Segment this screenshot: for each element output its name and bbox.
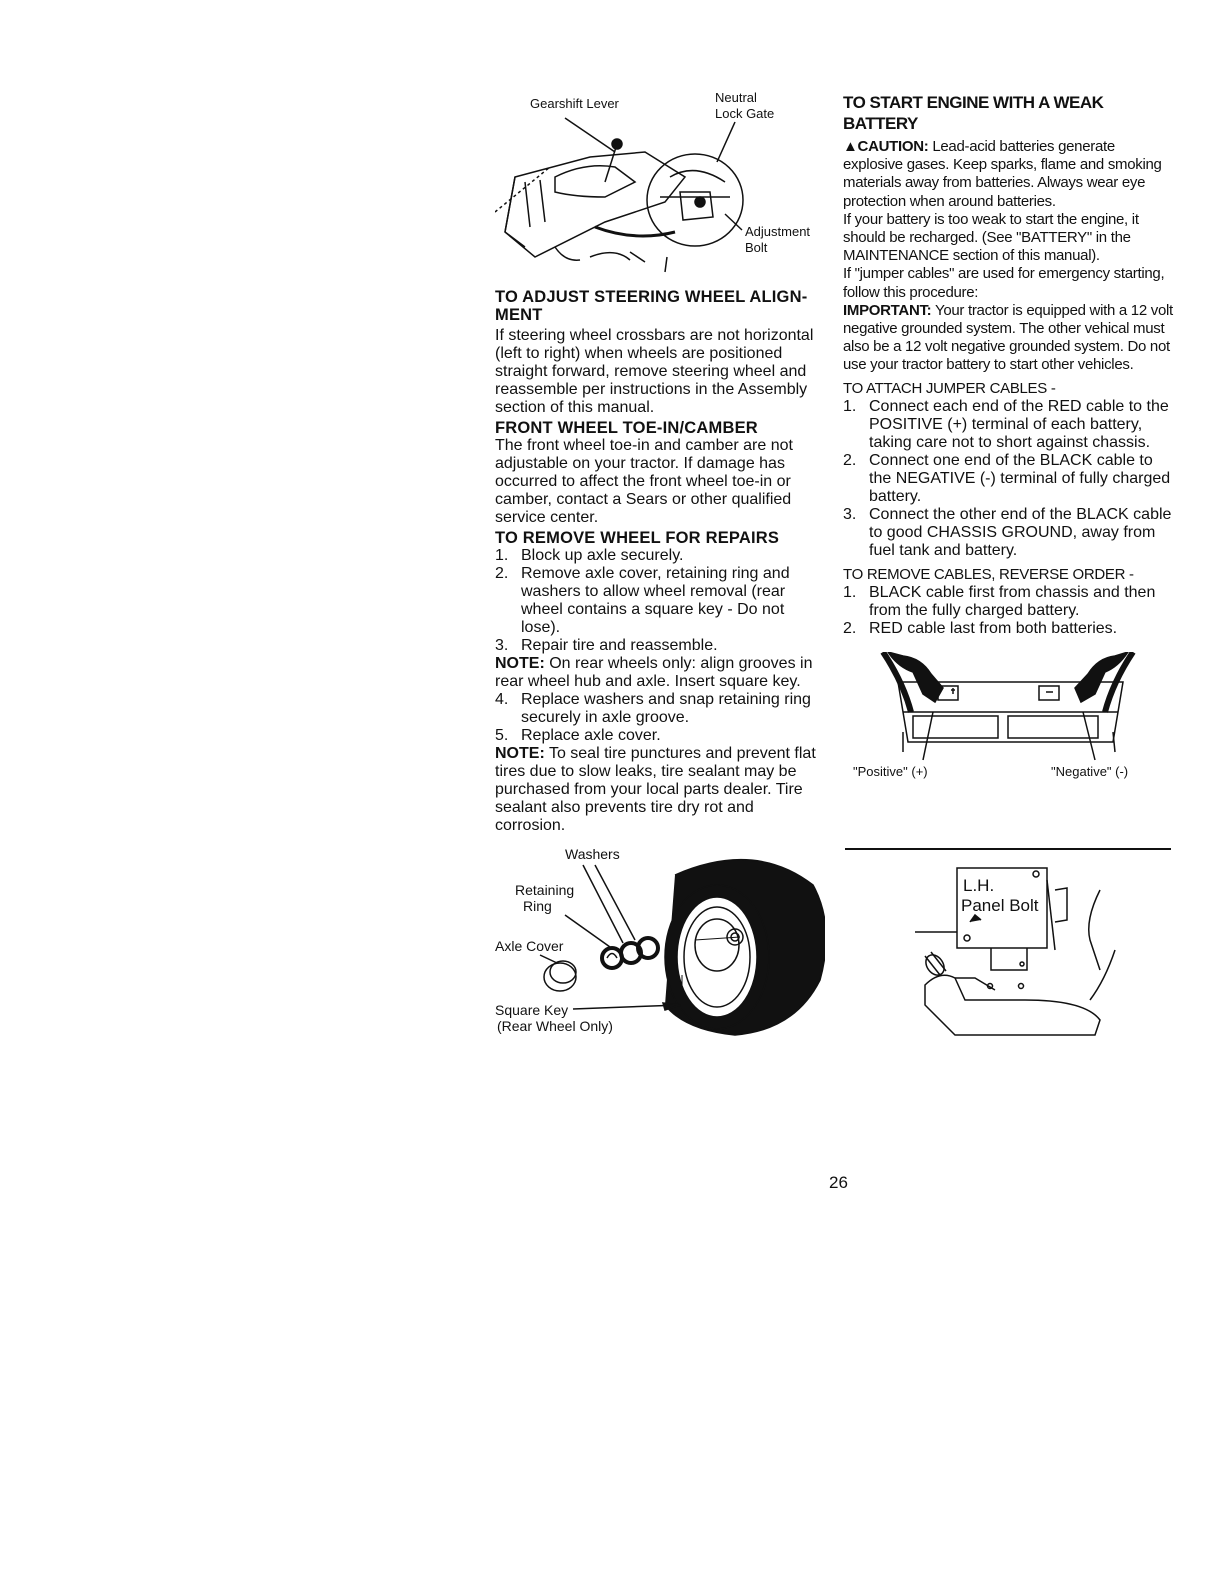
list-item: 2. Remove axle cover, retaining ring and washers to allow wheel removal (rear wheel contains a square key - Do not lose).	[495, 565, 790, 636]
attach-steps	[843, 398, 1175, 560]
bolt-label: Bolt	[745, 240, 768, 255]
adjustment-label: Adjustment	[745, 224, 811, 239]
right-column	[843, 92, 1175, 782]
list-item: 3. Repair tire and reassemble.	[495, 637, 718, 654]
note-text: To seal tire punctures and prevent flat tires due to slow leaks, tire sealant may be purchased from your local parts dealer. Tire sealant also prevents tire dry rot and corrosion.	[495, 745, 816, 834]
note-label: NOTE:	[495, 655, 545, 672]
caution-label: CAUTION:	[857, 138, 929, 155]
washers-label: Washers	[565, 846, 620, 862]
list-item: 2. RED cable last from both batteries.	[843, 620, 1118, 638]
note-tire-sealant	[495, 745, 825, 835]
gearshift-illustration	[495, 82, 825, 282]
battery-figure	[843, 652, 1173, 782]
axle-cover-label: Axle Cover	[495, 938, 564, 954]
weak-battery-heading-line2: BATTERY	[843, 114, 918, 133]
weak-battery-heading-line1: TO START ENGINE WITH A WEAK	[843, 93, 1104, 112]
battery-illustration	[843, 652, 1173, 764]
important-label: IMPORTANT:	[843, 301, 932, 319]
list-item: 5. Replace axle cover.	[495, 727, 661, 744]
lh-label: L.H.	[963, 876, 995, 895]
jumper-paragraph: If "jumper cables" are used for emergency starting, follow this procedure:	[843, 265, 1165, 301]
toe-in-body: The front wheel toe-in and camber are not adjustable on your tractor. If damage has occurred to affect the front wheel toe-in or camber, contact a Sears or other qualified service center.	[495, 437, 793, 526]
remove-wheel-heading: TO REMOVE WHEEL FOR REPAIRS	[495, 529, 780, 547]
list-item: 3. Connect the other end of the BLACK cable to good CHASSIS GROUND, away from fuel tank and battery.	[843, 505, 1172, 559]
caution-paragraph	[843, 138, 1175, 211]
important-paragraph	[843, 302, 1175, 375]
negative-label: "Negative" (-)	[1051, 764, 1129, 780]
list-item: 4. Replace washers and snap retaining ring securely in axle groove.	[495, 691, 811, 726]
caution-text: Lead-acid batteries generate explosive gases. Keep sparks, flame and smoking materials away from batteries. Always wear eye protection when around batteries.	[843, 138, 1162, 210]
attach-heading: TO ATTACH JUMPER CABLES -	[843, 379, 1056, 397]
list-item: 1. Connect each end of the RED cable to the POSITIVE (+) terminal of each battery, taking care not to short against chassis.	[843, 397, 1169, 451]
lock-gate-label: Lock Gate	[715, 106, 775, 121]
steering-heading-line2: MENT	[495, 306, 543, 324]
list-item: 2. Connect one end of the BLACK cable to the NEGATIVE (-) terminal of fully charged battery.	[843, 451, 1171, 505]
list-item: 1. Block up axle securely.	[495, 547, 684, 564]
remove-heading: TO REMOVE CABLES, REVERSE ORDER -	[843, 565, 1134, 583]
panel-bolt-illustration	[895, 860, 1135, 1040]
weak-battery-text	[843, 138, 1175, 398]
note-label: NOTE:	[495, 745, 545, 762]
neutral-label: Neutral	[715, 90, 757, 105]
remove-wheel-steps-b	[495, 691, 825, 745]
recharge-paragraph: If your battery is too weak to start the engine, it should be recharged. (See "BATTERY" in the MAINTENANCE section of this manual).	[843, 210, 1139, 265]
important-text: Your tractor is equipped with a 12 volt negative grounded system. The other vehical must also be a 12 volt negative grounded system. Do not use your tractor battery to start other vehicles.	[843, 301, 1173, 374]
toe-in-heading: FRONT WHEEL TOE-IN/CAMBER	[495, 419, 758, 437]
left-column	[495, 82, 825, 1045]
gearshift-figure	[495, 82, 825, 282]
section-divider	[845, 848, 1171, 850]
steering-body: If steering wheel crossbars are not horizontal (left to right) when wheels are positioned straight forward, remove steering wheel and reassemble per instructions in the Assembly section of this manual.	[495, 327, 814, 416]
remove-wheel-steps-a	[495, 547, 825, 655]
panel-bolt-figure	[895, 860, 1135, 1040]
steering-heading-line1: TO ADJUST STEERING WHEEL ALIGN-	[495, 288, 808, 306]
page-number: 26	[829, 1173, 848, 1192]
list-item: 1. BLACK cable first from chassis and then from the fully charged battery.	[843, 584, 1156, 620]
panel-bolt-label: Panel Bolt	[961, 896, 1039, 915]
note-rear-wheels	[495, 655, 825, 691]
square-key-label: Square Key	[495, 1002, 569, 1018]
retaining-label: Retaining	[515, 882, 575, 898]
remove-steps	[843, 584, 1175, 638]
gearshift-lever-label: Gearshift Lever	[530, 96, 619, 111]
rear-wheel-only-label: (Rear Wheel Only)	[497, 1018, 613, 1034]
note-text: On rear wheels only: align grooves in rear wheel hub and axle. Insert square key.	[495, 655, 813, 690]
warning-icon: ▲	[843, 138, 858, 155]
positive-label: "Positive" (+)	[853, 764, 928, 780]
ring-label: Ring	[523, 898, 552, 914]
wheel-removal-figure	[495, 845, 825, 1045]
